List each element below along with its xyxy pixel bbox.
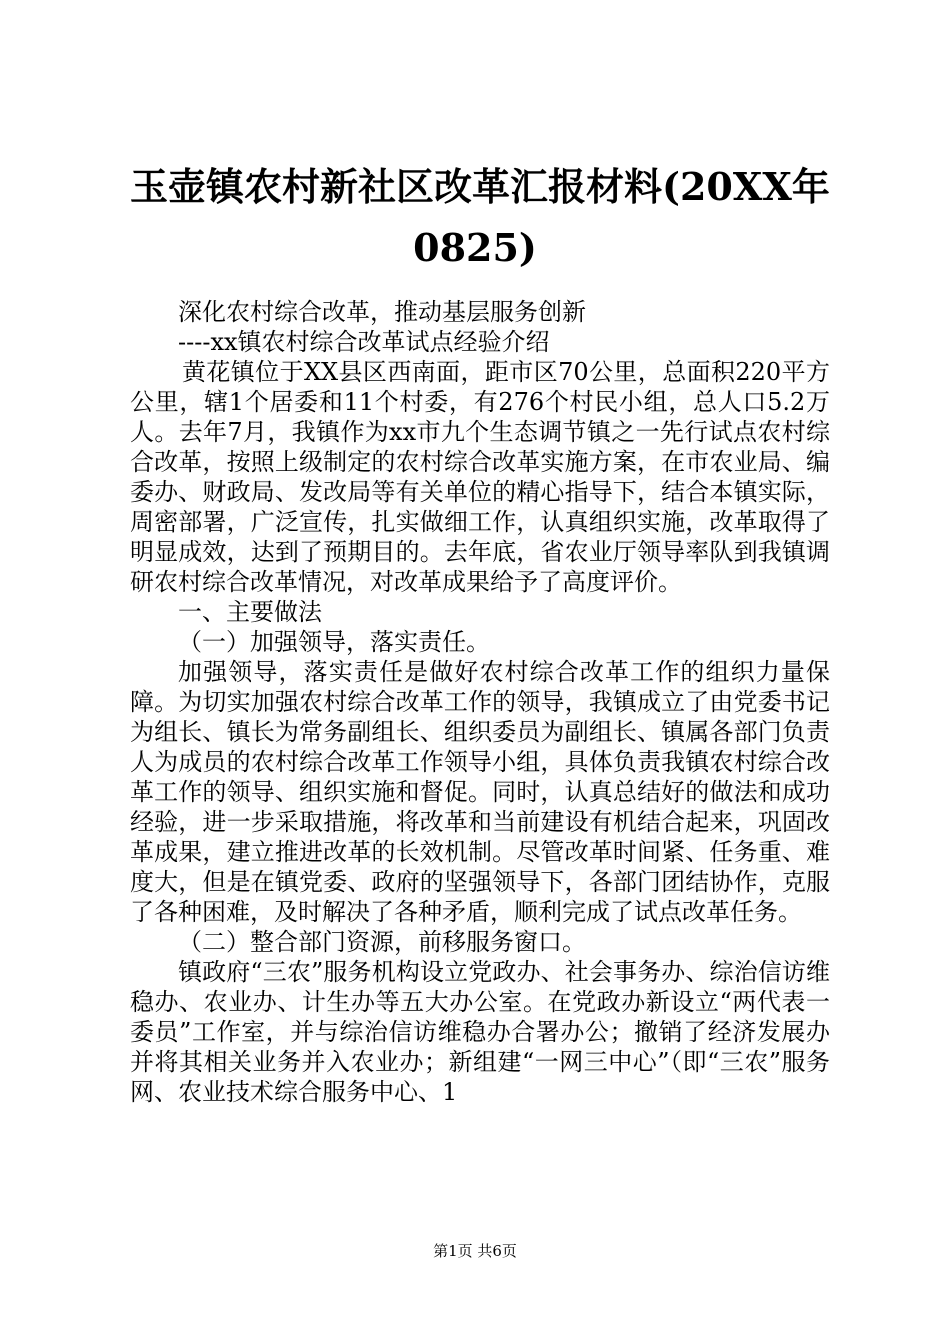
paragraph-intro: 黄花镇位于XX县区西南面，距市区70公里，总面积220平方公里，辖1个居委和11个村委，有276个村民小组，总人口5.2万人。去年7月，我镇作为xx市九个生态调节镇之一先行试点农村综合改革，按照上级制定的农村综合改革实施方案，在市农业局、编委办、财政局、发改局等有关单位的精心指导下，结合本镇实际，周密部署，广泛宣传，扎实做细工作，认真组织实施，改革取得了明显成效，达到了预期目的。去年底，省农业厅领导率队到我镇调研农村综合改革情况，对改革成果给予了高度评价。 — [130, 358, 830, 596]
page-footer: 第1页 共6页 — [433, 1242, 517, 1260]
paragraph-resources: 镇政府“三农”服务机构设立党政办、社会事务办、综治信访维稳办、农业办、计生办等五大办公室。在党政办新设立“两代表一委员”工作室，并与综治信访维稳办合署办公；撤销了经济发展办并将其相关业务并入农业办；新组建“一网三中心”（即“三农”服务网、农业技术综合服务中心、1 — [130, 958, 830, 1106]
subsection-heading-2: （二）整合部门资源，前移服务窗口。 — [178, 928, 586, 956]
subtitle: 深化农村综合改革，推动基层服务创新 — [178, 298, 586, 326]
document-body — [130, 297, 830, 1107]
subsection-heading-1: （一）加强领导，落实责任。 — [178, 628, 490, 656]
sub-subtitle: ----xx镇农村综合改革试点经验介绍 — [178, 328, 550, 356]
section-heading: 一、主要做法 — [178, 598, 322, 626]
paragraph-leadership: 加强领导，落实责任是做好农村综合改革工作的组织力量保障。为切实加强农村综合改革工作的领导，我镇成立了由党委书记为组长、镇长为常务副组长、组织委员为副组长、镇属各部门负责人为成员的农村综合改革工作领导小组，具体负责我镇农村综合改革工作的领导、组织实施和督促。同时，认真总结好的做法和成功经验，进一步采取措施，将改革和当前建设有机结合起来，巩固改革成果，建立推进改革的长效机制。尽管改革时间紧、任务重、难度大，但是在镇党委、政府的坚强领导下，各部门团结协作，克服了各种困难，及时解决了各种矛盾，顺利完成了试点改革任务。 — [130, 658, 830, 926]
document-title-line-2: 0825) — [413, 225, 537, 270]
document-title-line-1: 玉壶镇农村新社区改革汇报材料(20XX年 — [130, 164, 830, 209]
